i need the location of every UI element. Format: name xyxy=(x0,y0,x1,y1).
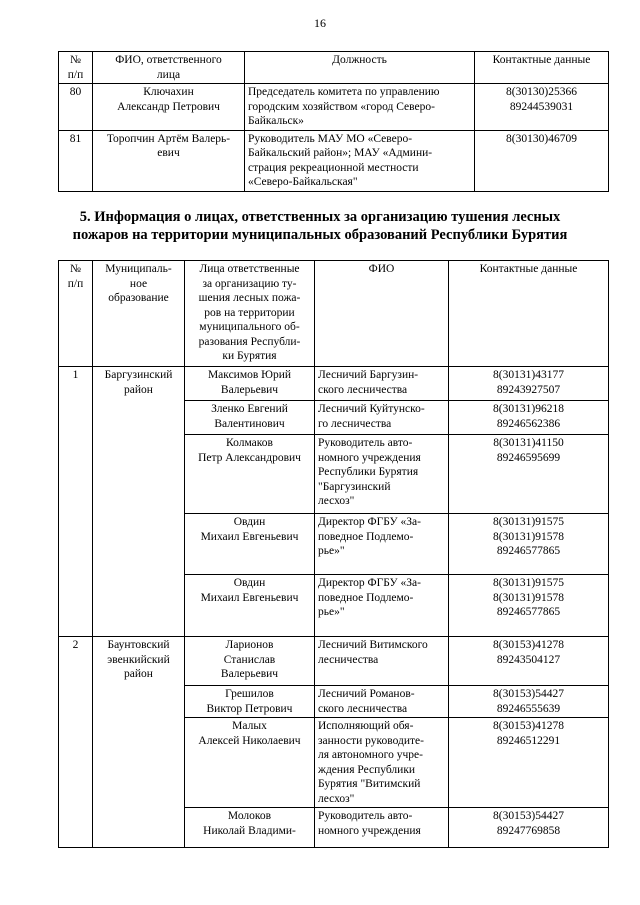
table-header-row xyxy=(59,52,609,84)
table-row xyxy=(59,84,609,131)
page-number: 16 xyxy=(314,16,326,30)
row-position: Исполняющий обя- занности руководите- ля автономного учре- ждения Республики Бурятия "Витимский лесхоз" xyxy=(315,718,449,808)
header-number: № п/п xyxy=(59,52,93,84)
row-contacts: 8(30153)54427 89247769858 xyxy=(449,808,609,848)
row-contacts: 8(30153)54427 89246555639 xyxy=(449,686,609,718)
table-header-row xyxy=(59,261,609,367)
row-person: Колмаков Петр Александрович xyxy=(185,435,315,514)
responsible-persons-table-continued xyxy=(58,51,609,192)
forest-fire-responsible-table xyxy=(58,260,609,848)
header-fio: ФИО xyxy=(315,261,449,367)
header-number: № п/п xyxy=(59,261,93,367)
group-number: 2 xyxy=(59,637,93,848)
row-contacts: 8(30130)25366 89244539031 xyxy=(475,84,609,131)
row-position: Директор ФГБУ «За- поведное Подлемо- рье»" xyxy=(315,575,449,637)
row-contacts: 8(30130)46709 xyxy=(475,130,609,191)
header-position: Должность xyxy=(245,52,475,84)
header-responsible-persons: Лица ответственные за организацию ту- шения лесных пожа- ров на территории муниципального об- разования Республи- ки Бурятия xyxy=(185,261,315,367)
row-person: Малых Алексей Николаевич xyxy=(185,718,315,808)
row-person: Максимов Юрий Валерьевич xyxy=(185,367,315,401)
row-position: Руководитель МАУ МО «Северо- Байкальский район»; МАУ «Админи- страция рекреационной местности «Северо-Байкальская" xyxy=(245,130,475,191)
row-person: Молоков Николай Владими- xyxy=(185,808,315,848)
row-position: Директор ФГБУ «За- поведное Подлемо- рье»" xyxy=(315,514,449,575)
header-contacts: Контактные данные xyxy=(449,261,609,367)
header-contacts: Контактные данные xyxy=(475,52,609,84)
table-row xyxy=(59,367,609,401)
row-contacts: 8(30153)41278 89246512291 xyxy=(449,718,609,808)
row-person: Овдин Михаил Евгеньевич xyxy=(185,575,315,637)
row-contacts: 8(30131)91575 8(30131)91578 89246577865 xyxy=(449,575,609,637)
row-fio: Ключахин Александр Петрович xyxy=(93,84,245,131)
row-position: Председатель комитета по управлению городским хозяйством «город Северо- Байкальск» xyxy=(245,84,475,131)
row-position: Лесничий Куйтунско- го лесничества xyxy=(315,401,449,435)
row-person: Грешилов Виктор Петрович xyxy=(185,686,315,718)
row-person: Овдин Михаил Евгеньевич xyxy=(185,514,315,575)
row-position: Лесничий Баргузин- ского лесничества xyxy=(315,367,449,401)
group-municipality: Баргузинский район xyxy=(93,367,185,637)
row-contacts: 8(30131)91575 8(30131)91578 89246577865 xyxy=(449,514,609,575)
row-person: Ларионов Станислав Валерьевич xyxy=(185,637,315,686)
row-position: Лесничий Романов- ского лесничества xyxy=(315,686,449,718)
table-row xyxy=(59,637,609,686)
row-contacts: 8(30153)41278 89243504127 xyxy=(449,637,609,686)
table-row xyxy=(59,130,609,191)
row-number: 81 xyxy=(59,130,93,191)
row-contacts: 8(30131)43177 89243927507 xyxy=(449,367,609,401)
header-fio: ФИО, ответственного лица xyxy=(93,52,245,84)
group-municipality: Баунтовский эвенкийский район xyxy=(93,637,185,848)
row-position: Руководитель авто- номного учреждения xyxy=(315,808,449,848)
row-contacts: 8(30131)96218 89246562386 xyxy=(449,401,609,435)
row-number: 80 xyxy=(59,84,93,131)
row-person: Зленко Евгений Валентинович xyxy=(185,401,315,435)
group-number: 1 xyxy=(59,367,93,637)
row-contacts: 8(30131)41150 89246595699 xyxy=(449,435,609,514)
row-fio: Торопчин Артём Валерь- евич xyxy=(93,130,245,191)
section-heading: 5. Информация о лицах, ответственных за организацию тушения лесных пожаров на территории муниципальных образований Республики Бурятия xyxy=(72,209,568,243)
row-position: Руководитель авто- номного учреждения Республики Бурятия "Баргузинский лесхоз" xyxy=(315,435,449,514)
row-position: Лесничий Витимского лесничества xyxy=(315,637,449,686)
header-municipality: Муниципаль- ное образование xyxy=(93,261,185,367)
